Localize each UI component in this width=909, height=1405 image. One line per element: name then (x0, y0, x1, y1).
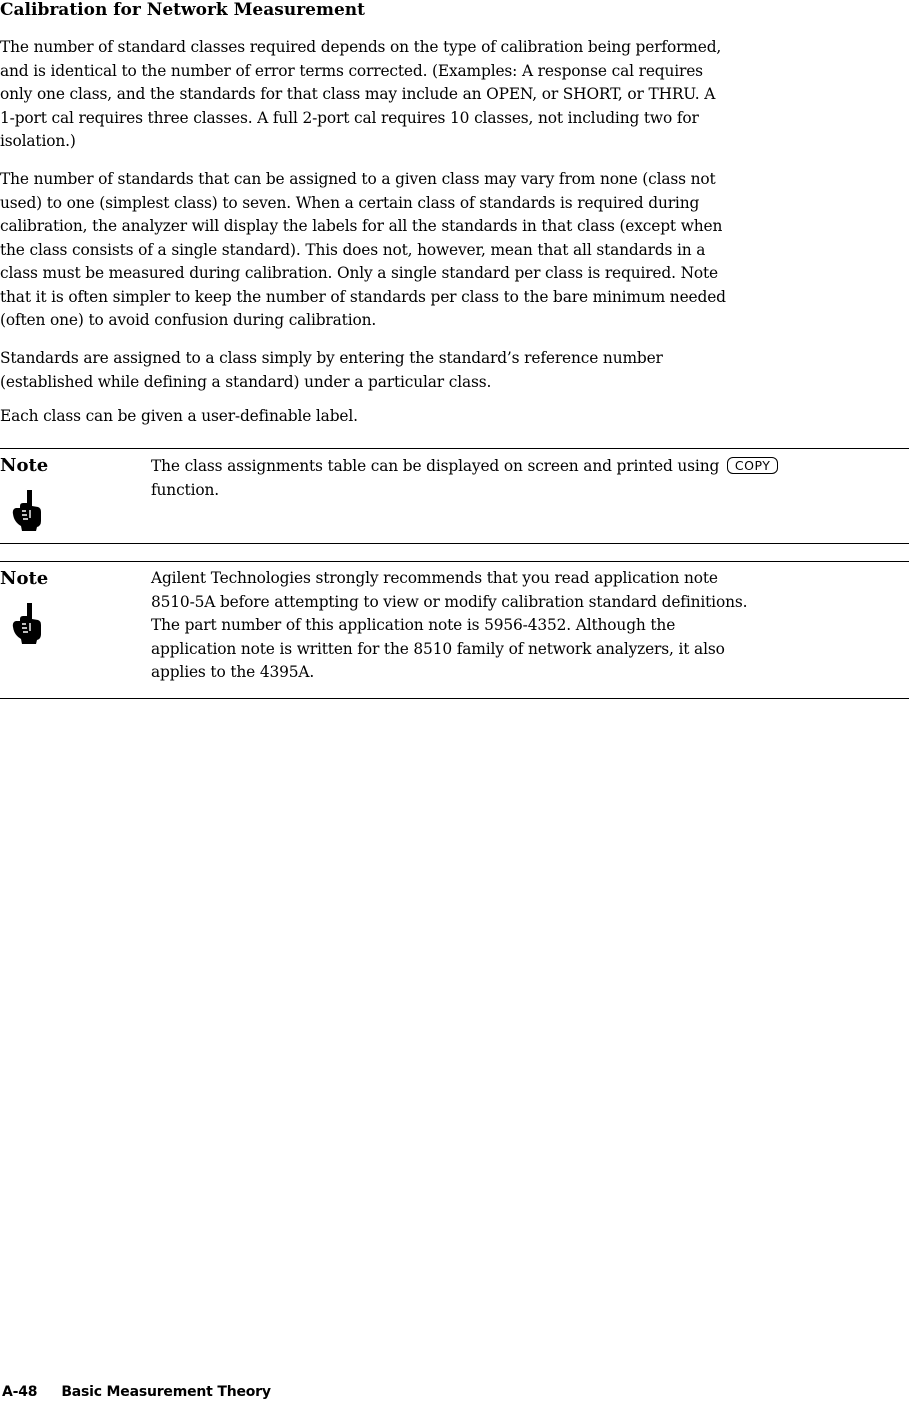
paragraph-line: Each class can be given a user-definable label. (0, 407, 358, 425)
note-bottom-rule (0, 698, 909, 699)
paragraph-line: Standards are assigned to a class simply by entering the standard’s reference number (0, 349, 663, 367)
paragraph-assigning-standards (0, 347, 905, 394)
note-line: applies to the 4395A. (151, 663, 315, 681)
paragraph-line: only one class, and the standards for that class may include an OPEN, or SHORT, or THRU. A (0, 85, 716, 103)
note-line: The part number of this application note is 5956-4352. Although the (151, 616, 676, 634)
paragraph-line: the class consists of a single standard). This does not, however, mean that all standards in a (0, 240, 706, 259)
paragraph-error-terms (0, 36, 905, 154)
footer-section-title: Basic Measurement Theory (61, 1384, 271, 1400)
paragraph-line: isolation.) (0, 132, 76, 150)
note-line: 8510-5A before attempting to view or modify calibration standard definitions. (151, 592, 748, 611)
paragraph-line: and is identical to the number of error terms corrected. (Examples: A response cal requires (0, 61, 703, 80)
note-label: Note (0, 568, 49, 589)
note-text (151, 455, 905, 502)
note-line: application note is written for the 8510 family of network analyzers, it also (151, 639, 725, 658)
note-top-rule (0, 561, 909, 562)
note-bottom-rule (0, 543, 909, 544)
page-number: A-48 (2, 1384, 38, 1400)
page-footer (2, 1383, 271, 1401)
note-line: function. (151, 480, 219, 499)
note-line: Agilent Technologies strongly recommends that you read application note (151, 569, 718, 587)
paragraph-line: that it is often simpler to keep the number of standards per class to the bare minimum needed (0, 287, 726, 306)
pointing-hand-icon (10, 601, 44, 645)
paragraph-class-label (0, 405, 905, 429)
paragraph-line: calibration, the analyzer will display the labels for all the standards in that class (except when (0, 217, 723, 235)
copy-key: COPY (727, 457, 778, 474)
paragraph-line: used) to one (simplest class) to seven. When a certain class of standards is required during (0, 193, 700, 212)
pointing-hand-icon (10, 488, 44, 532)
paragraph-line: 1-port cal requires three classes. A full 2-port cal requires 10 classes, not including two for (0, 108, 699, 127)
note-line-text: The class assignments table can be displayed on screen and printed using (151, 457, 720, 475)
note-label: Note (0, 455, 49, 476)
paragraph-line: The number of standard classes required depends on the type of calibration being performed, (0, 38, 722, 56)
paragraph-line: The number of standards that can be assigned to a given class may vary from none (class not (0, 170, 716, 188)
note-text (151, 567, 905, 685)
paragraph-line: class must be measured during calibration. Only a single standard per class is required. Note (0, 264, 719, 282)
note-line (151, 455, 905, 479)
section-heading: Calibration for Network Measurement (0, 0, 365, 20)
paragraph-line: (often one) to avoid confusion during calibration. (0, 311, 377, 329)
paragraph-standards-per-class (0, 168, 905, 333)
note-top-rule (0, 448, 909, 449)
paragraph-line: (established while defining a standard) under a particular class. (0, 372, 492, 391)
